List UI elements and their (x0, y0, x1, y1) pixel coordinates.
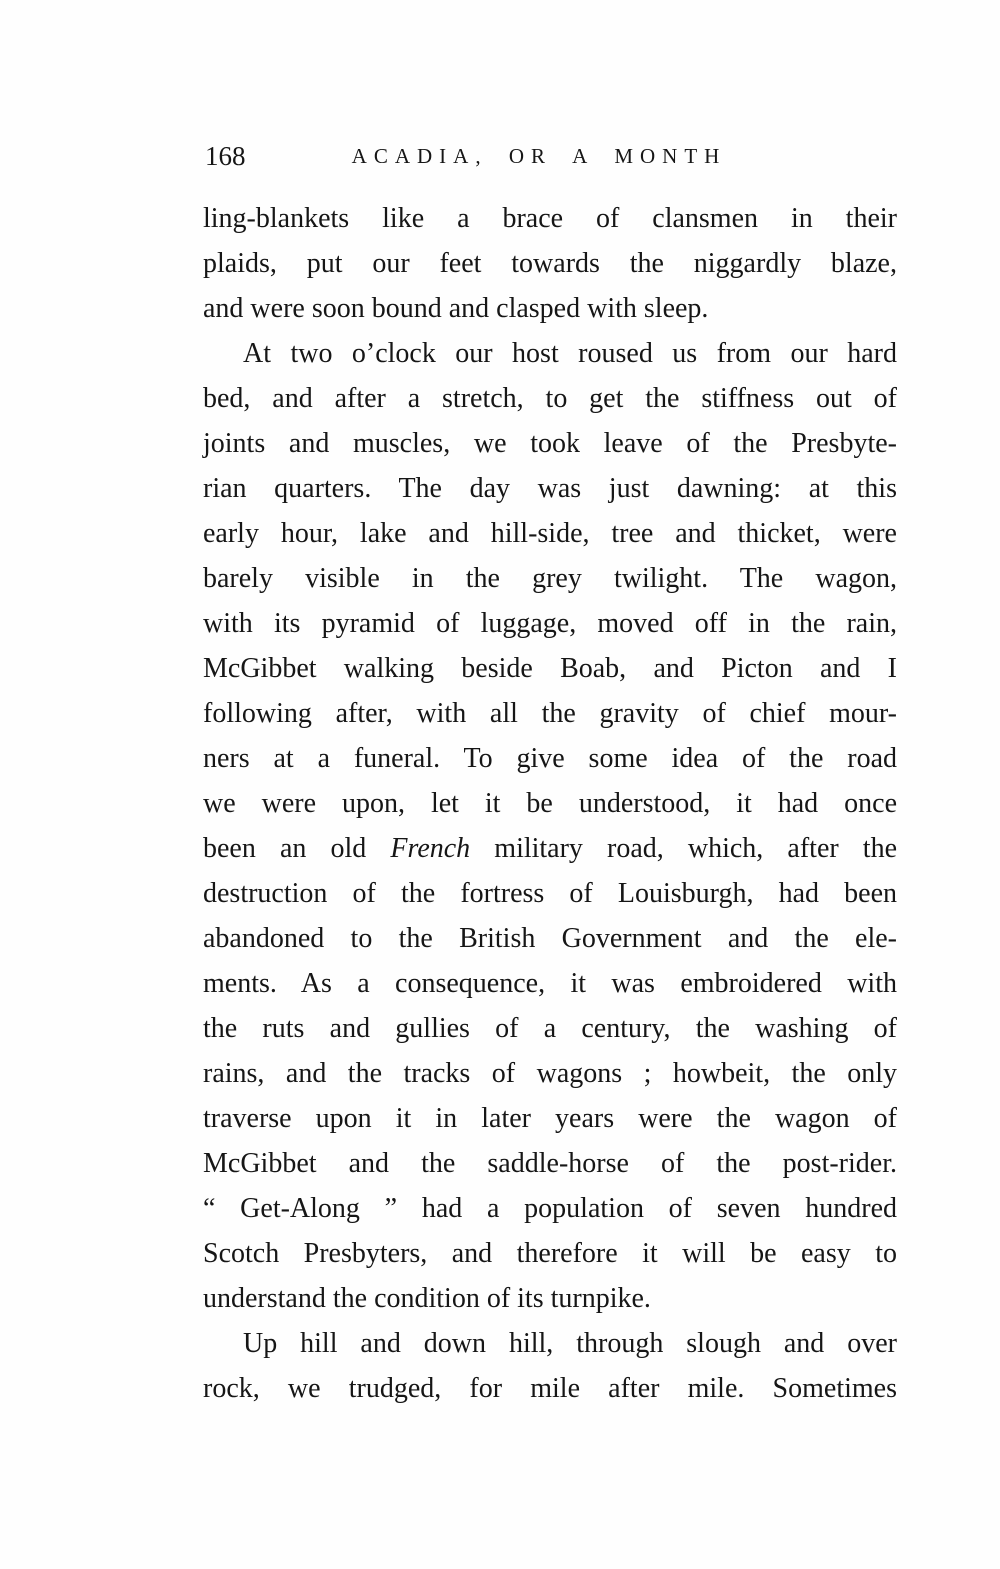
text-line: traverse upon it in later years were the wagon of (203, 1103, 897, 1134)
text-line: Up hill and down hill, through slough and over (243, 1328, 897, 1359)
text-line: with its pyramid of luggage, moved off in the rain, (203, 608, 897, 639)
text-line: following after, with all the gravity of chief mour- (203, 698, 897, 729)
running-head: ACADIA, OR A MONTH (351, 144, 727, 168)
text-line: rains, and the tracks of wagons ; howbeit, the only (203, 1058, 897, 1089)
text-line: rock, we trudged, for mile after mile. Sometimes (203, 1373, 897, 1404)
text-line: understand the condition of its turnpike. (203, 1283, 651, 1314)
text-line: ling-blankets like a brace of clansmen in their (203, 203, 897, 234)
text-line: McGibbet walking beside Boab, and Picton and I (203, 653, 897, 684)
text-line: we were upon, let it be understood, it had once (203, 788, 897, 819)
text-line: ners at a funeral. To give some idea of the road (203, 743, 897, 774)
body-text (203, 196, 897, 1411)
text-line: joints and muscles, we took leave of the Presbyte- (203, 428, 897, 459)
text-line: Scotch Presbyters, and therefore it will be easy to (203, 1238, 897, 1269)
text-line: barely visible in the grey twilight. The wagon, (203, 563, 897, 594)
text-line: been an old French military road, which, after the (203, 833, 897, 864)
text-line: ments. As a consequence, it was embroidered with (203, 968, 897, 999)
text-line: McGibbet and the saddle-horse of the post-rider. (203, 1148, 897, 1179)
text-line: bed, and after a stretch, to get the stiffness out of (203, 383, 897, 414)
text-line: and were soon bound and clasped with sleep. (203, 293, 709, 324)
page-number: 168 (205, 141, 246, 171)
text-line: At two o’clock our host roused us from our hard (243, 338, 897, 369)
text-line: destruction of the fortress of Louisburgh, had been (203, 878, 897, 909)
text-line: early hour, lake and hill-side, tree and thicket, were (203, 518, 897, 549)
text-line: abandoned to the British Government and the ele- (203, 923, 897, 954)
text-line: “ Get-Along ” had a population of seven hundred (203, 1193, 897, 1224)
text-line: the ruts and gullies of a century, the washing of (203, 1013, 897, 1044)
page-header (203, 139, 897, 171)
text-line: plaids, put our feet towards the niggardly blaze, (203, 248, 897, 279)
text-line: rian quarters. The day was just dawning: at this (203, 473, 897, 504)
